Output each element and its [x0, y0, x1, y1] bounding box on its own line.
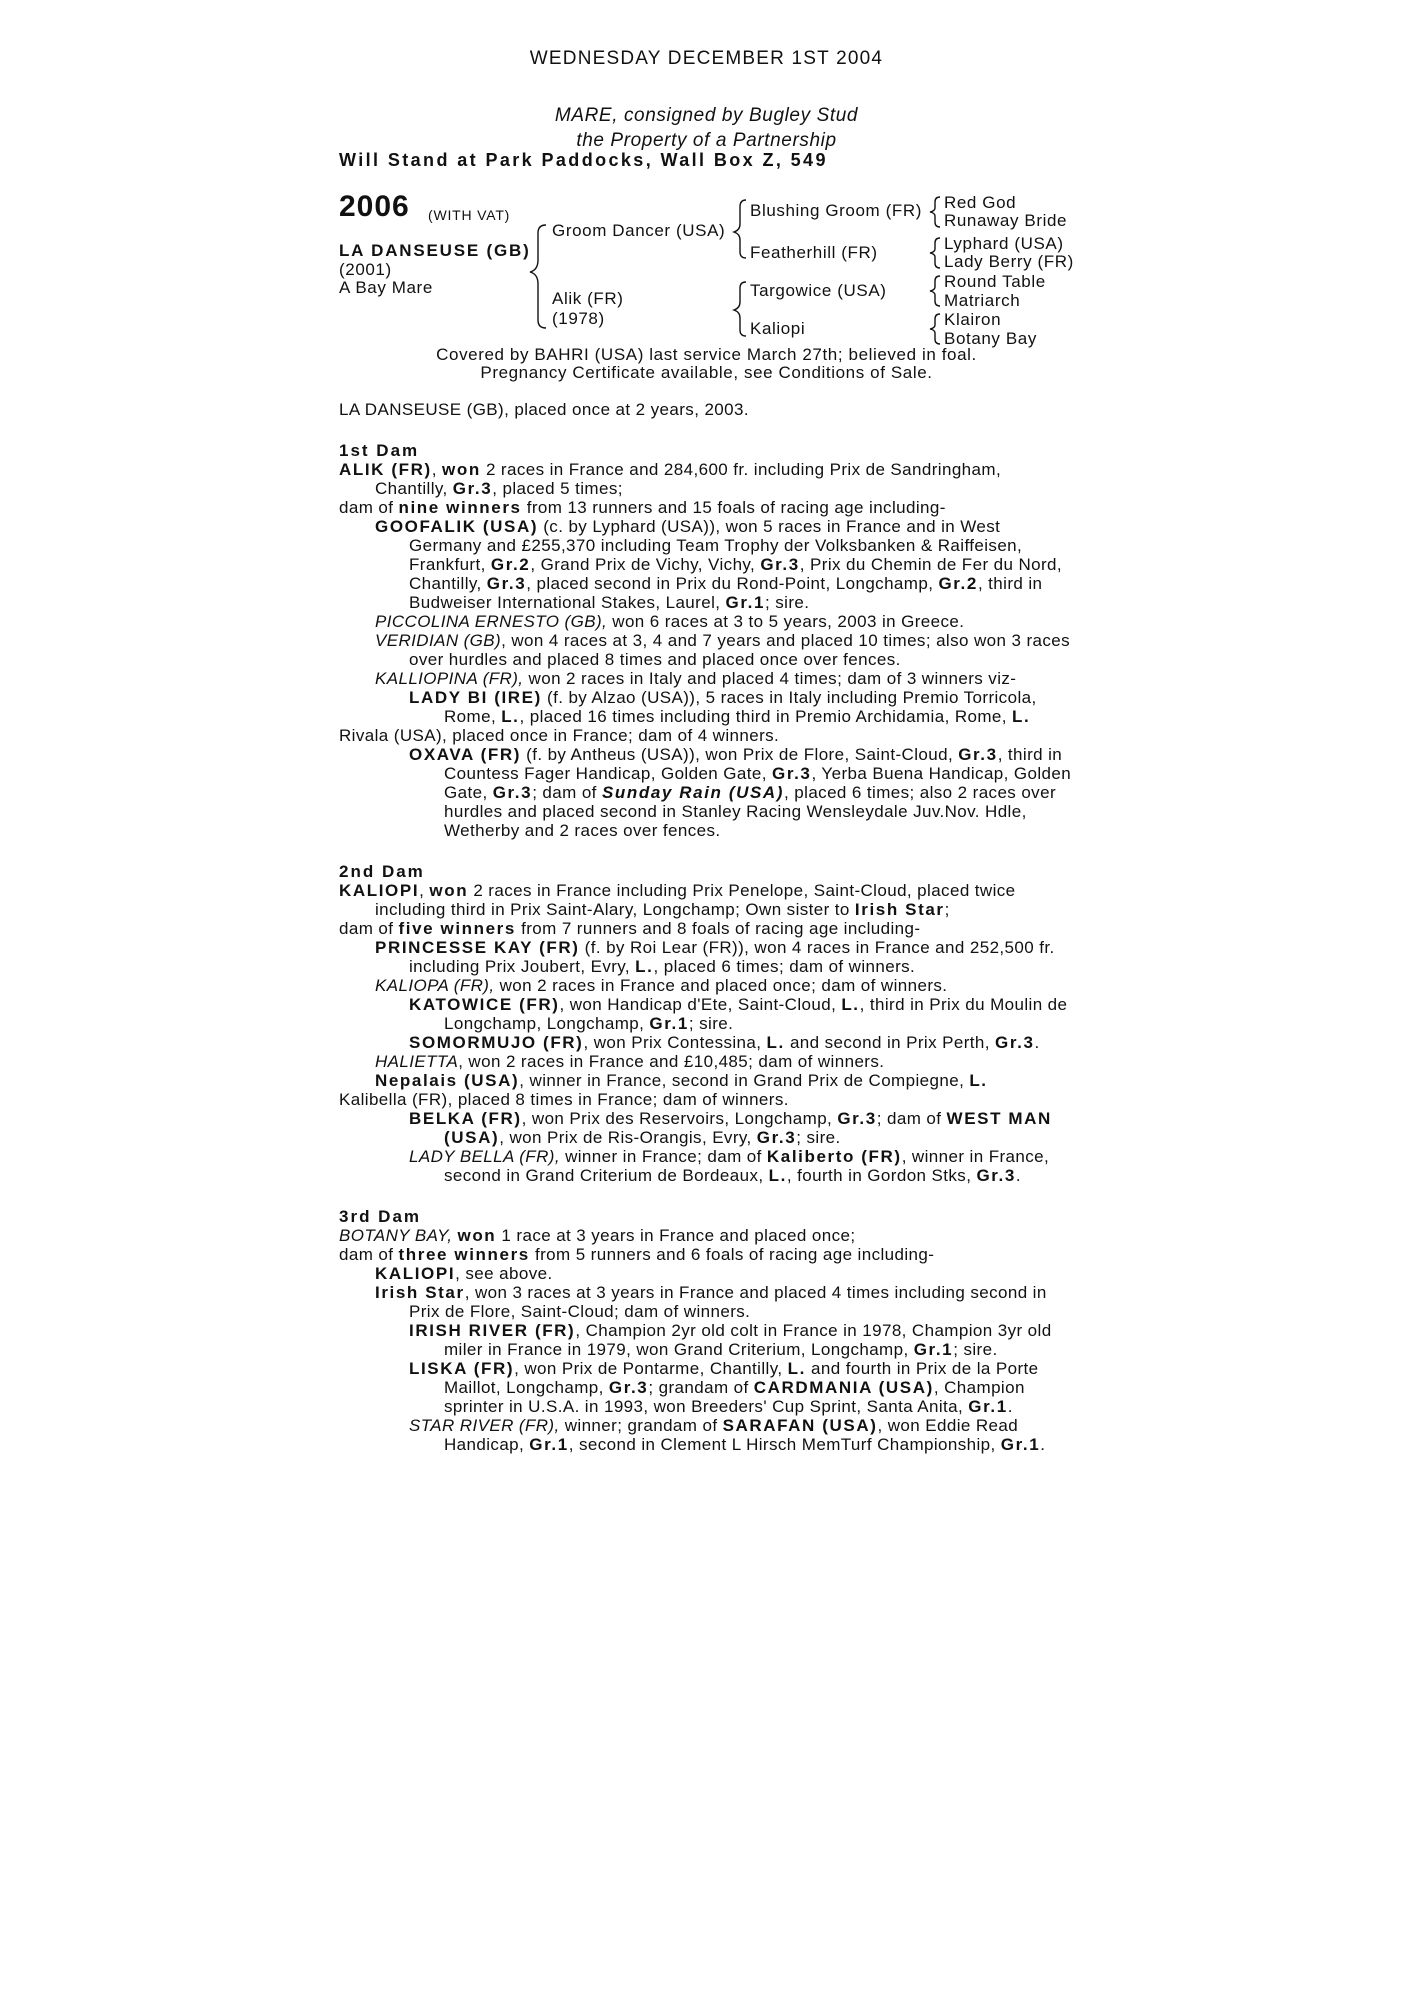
stabling-line: Will Stand at Park Paddocks, Wall Box Z, 549	[339, 150, 828, 170]
grandprogeny-entry: STAR RIVER (FR), winner; grandam of SARAFAN (USA), won Eddie Read Handicap, Gr.1, second in Clement L Hirsch MemTurf Championship, Gr.1.	[409, 1416, 1046, 1454]
horse-name: KALLIOPINA (FR),	[375, 669, 524, 688]
horse-name: SOMORMUJO (FR)	[409, 1033, 584, 1052]
produce-summary: dam of nine winners from 13 runners and 15 foals of racing age including-	[339, 498, 946, 517]
horse-name: KALIOPI	[375, 1264, 456, 1283]
grandprogeny-dam: Rivala (USA), placed once in France; dam of 4 winners.	[339, 726, 780, 745]
horse-name: GOOFALIK (USA)	[375, 517, 539, 536]
progeny-entry: KALIOPI, see above.	[375, 1264, 553, 1283]
horse-name: KALIOPI	[339, 881, 420, 900]
third-dam-heading: 3rd Dam	[339, 1207, 422, 1226]
winners-count: nine winners	[398, 498, 522, 517]
pedigree-sire-dam: Featherhill (FR)	[750, 243, 878, 262]
pedigree-gen3-7: Klairon	[944, 310, 1002, 329]
horse-name: KALIOPA (FR),	[375, 976, 495, 995]
property-line: the Property of a Partnership	[576, 130, 837, 151]
second-dam-heading: 2nd Dam	[339, 862, 425, 881]
pedigree-dam-dam: Kaliopi	[750, 319, 806, 338]
consignment-block	[0, 103, 1413, 153]
pedigree-gen3-6: Matriarch	[944, 291, 1021, 310]
grandprogeny-entry: IRISH RIVER (FR), Champion 2yr old colt in France in 1978, Champion 3yr old miler in France in 1979, won Grand Criterium, Longchamp, Gr.1; sire.	[409, 1321, 1052, 1359]
grandprogeny-entry: LADY BELLA (FR), winner in France; dam of Kaliberto (FR), winner in France, second in Grand Criterium de Bordeaux, L., fourth in Gordon Stks, Gr.3.	[409, 1147, 1050, 1185]
covered-line: Covered by BAHRI (USA) last service March 27th; believed in foal.	[436, 345, 977, 364]
horse-name: LA DANSEUSE (GB)	[339, 241, 531, 260]
horse-name: OXAVA (FR)	[409, 745, 522, 764]
brace-g3-4	[930, 314, 940, 344]
first-dam-heading: 1st Dam	[339, 441, 420, 460]
horse-name: Irish Star	[375, 1283, 465, 1302]
horse-name: STAR RIVER (FR),	[409, 1416, 560, 1435]
pedigree-gen3-8: Botany Bay	[944, 329, 1037, 348]
pedigree-dam-sire: Targowice (USA)	[750, 281, 887, 300]
horse-year: (2001)	[339, 260, 392, 279]
produce-summary: dam of five winners from 7 runners and 8 foals of racing age including-	[339, 919, 921, 938]
lot-vat: (WITH VAT)	[428, 207, 511, 223]
horse-name: PICCOLINA ERNESTO (GB),	[375, 612, 608, 631]
pedigree-gen3-4: Lady Berry (FR)	[944, 252, 1074, 271]
pedigree-sire: Groom Dancer (USA)	[552, 221, 726, 240]
pedigree-dam: Alik (FR)	[552, 289, 624, 308]
progeny-entry: Nepalais (USA), winner in France, second in Grand Prix de Compiegne, L.	[375, 1071, 988, 1090]
progeny-entry: KALIOPA (FR), won 2 races in France and placed once; dam of winners.	[375, 976, 948, 995]
horse-name: Sunday Rain (USA)	[601, 783, 785, 802]
horse-name: IRISH RIVER (FR)	[409, 1321, 576, 1340]
horse-name: ALIK (FR)	[339, 460, 432, 479]
first-dam-entry: ALIK (FR), won 2 races in France and 284,600 fr. including Prix de Sandringham, Chantilly, Gr.3, placed 5 times;	[339, 460, 1002, 498]
progeny-entry: Kalibella (FR), placed 8 times in France; dam of winners.	[339, 1090, 789, 1109]
brace-g3-3	[930, 276, 940, 306]
progeny-entry: PICCOLINA ERNESTO (GB), won 6 races at 3 to 5 years, 2003 in Greece.	[375, 612, 965, 631]
horse-name: HALIETTA	[375, 1052, 459, 1071]
grandprogeny-entry: SOMORMUJO (FR), won Prix Contessina, L. and second in Prix Perth, Gr.3.	[409, 1033, 1040, 1052]
horse-name: LADY BELLA (FR),	[409, 1147, 560, 1166]
consignor-line: MARE, consigned by Bugley Stud	[554, 105, 859, 126]
brace-dam-line	[734, 282, 746, 336]
catalogue-body	[339, 400, 1074, 1454]
pedigree-gen3-1: Red God	[944, 193, 1017, 212]
horse-name: LISKA (FR)	[409, 1359, 515, 1378]
horse-description: A Bay Mare	[339, 278, 433, 297]
sale-date: WEDNESDAY DECEMBER 1ST 2004	[529, 48, 884, 69]
won-label: won	[442, 460, 481, 479]
brace-g3-2	[930, 238, 940, 268]
horse-name: BELKA (FR)	[409, 1109, 522, 1128]
lot-number: 2006	[339, 190, 410, 223]
progeny-entry: GOOFALIK (USA) (c. by Lyphard (USA)), won 5 races in France and in West Germany and £255,370 including Team Trophy der Volksbanken & Raiffeisen, Frankfurt, Gr.2, Grand Prix de Vichy, Vichy, Gr.3, Prix du Chemin de Fer du Nord, Chantilly, Gr.3, placed second in Prix du Rond-Point, Longchamp, Gr.2, third in Budweiser International Stakes, Laurel, Gr.1; sire.	[375, 517, 1063, 612]
grandprogeny-entry: LADY BI (IRE) (f. by Alzao (USA)), 5 races in Italy including Premio Torricola, Rome, L., placed 16 times including third in Premio Archidamia, Rome, L.	[409, 688, 1037, 726]
pedigree-gen3-5: Round Table	[944, 272, 1046, 291]
pedigree-dam-year: (1978)	[552, 309, 605, 328]
horse-name: Nepalais (USA)	[375, 1071, 520, 1090]
progeny-entry: KALLIOPINA (FR), won 2 races in Italy and placed 4 times; dam of 3 winners viz-	[375, 669, 1017, 688]
grandprogeny-entry: LISKA (FR), won Prix de Pontarme, Chantilly, L. and fourth in Prix de la Porte Maillot, Longchamp, Gr.3; grandam of CARDMANIA (USA), Champion sprinter in U.S.A. in 1993, won Breeders' Cup Sprint, Santa Anita, Gr.1.	[409, 1359, 1039, 1416]
progeny-entry: Irish Star, won 3 races at 3 years in France and placed 4 times including second in Prix de Flore, Saint-Cloud; dam of winners.	[375, 1283, 1047, 1321]
second-dam-entry: KALIOPI, won 2 races in France including Prix Penelope, Saint-Cloud, placed twice including third in Prix Saint-Alary, Longchamp; Own sister to Irish Star;	[339, 881, 1016, 919]
produce-summary: dam of three winners from 5 runners and 6 foals of racing age including-	[339, 1245, 935, 1264]
horse-name: VERIDIAN (GB)	[375, 631, 502, 650]
race-record-summary: LA DANSEUSE (GB), placed once at 2 years, 2003.	[339, 400, 749, 419]
grandprogeny-entry: OXAVA (FR) (f. by Antheus (USA)), won Prix de Flore, Saint-Cloud, Gr.3, third in Countess Fager Handicap, Golden Gate, Gr.3, Yerba Buena Handicap, Golden Gate, Gr.3; dam of Sunday Rain (USA), placed 6 times; also 2 races over hurdles and placed second in Stanley Racing Wensleydale Juv.Nov. Hdle, Wetherby and 2 races over fences.	[409, 745, 1072, 840]
pedigree-sire-sire: Blushing Groom (FR)	[750, 201, 922, 220]
progeny-entry: HALIETTA, won 2 races in France and £10,485; dam of winners.	[375, 1052, 885, 1071]
covering-note	[0, 346, 1413, 382]
winners-count: five winners	[398, 919, 516, 938]
progeny-entry: PRINCESSE KAY (FR) (f. by Roi Lear (FR)), won 4 races in France and 252,500 fr. including Prix Joubert, Evry, L., placed 6 times; dam of winners.	[375, 938, 1055, 976]
brace-g3-1	[930, 197, 940, 227]
horse-name: LADY BI (IRE)	[409, 688, 542, 707]
grandprogeny-entry: KATOWICE (FR), won Handicap d'Ete, Saint-Cloud, L., third in Prix du Moulin de Longchamp, Longchamp, Gr.1; sire.	[409, 995, 1068, 1033]
pedigree-gen3-2: Runaway Bride	[944, 211, 1068, 230]
horse-name: PRINCESSE KAY (FR)	[375, 938, 580, 957]
grade: Gr.3	[452, 479, 493, 498]
horse-name: KATOWICE (FR)	[409, 995, 560, 1014]
progeny-entry: VERIDIAN (GB), won 4 races at 3, 4 and 7 years and placed 10 times; also won 3 races over hurdles and placed 8 times and placed once over fences.	[375, 631, 1071, 669]
brace-gen1	[530, 225, 546, 328]
third-dam-entry: BOTANY BAY, won 1 race at 3 years in France and placed once;	[339, 1226, 856, 1245]
pedigree-gen3-3: Lyphard (USA)	[944, 234, 1064, 253]
winners-count: three winners	[398, 1245, 530, 1264]
grandprogeny-entry: BELKA (FR), won Prix des Reservoirs, Longchamp, Gr.3; dam of WEST MAN (USA), won Prix de Ris-Orangis, Evry, Gr.3; sire.	[409, 1109, 1052, 1147]
brace-sire-line	[734, 200, 746, 258]
horse-name: BOTANY BAY,	[339, 1226, 453, 1245]
pregnancy-line: Pregnancy Certificate available, see Conditions of Sale.	[480, 363, 933, 382]
